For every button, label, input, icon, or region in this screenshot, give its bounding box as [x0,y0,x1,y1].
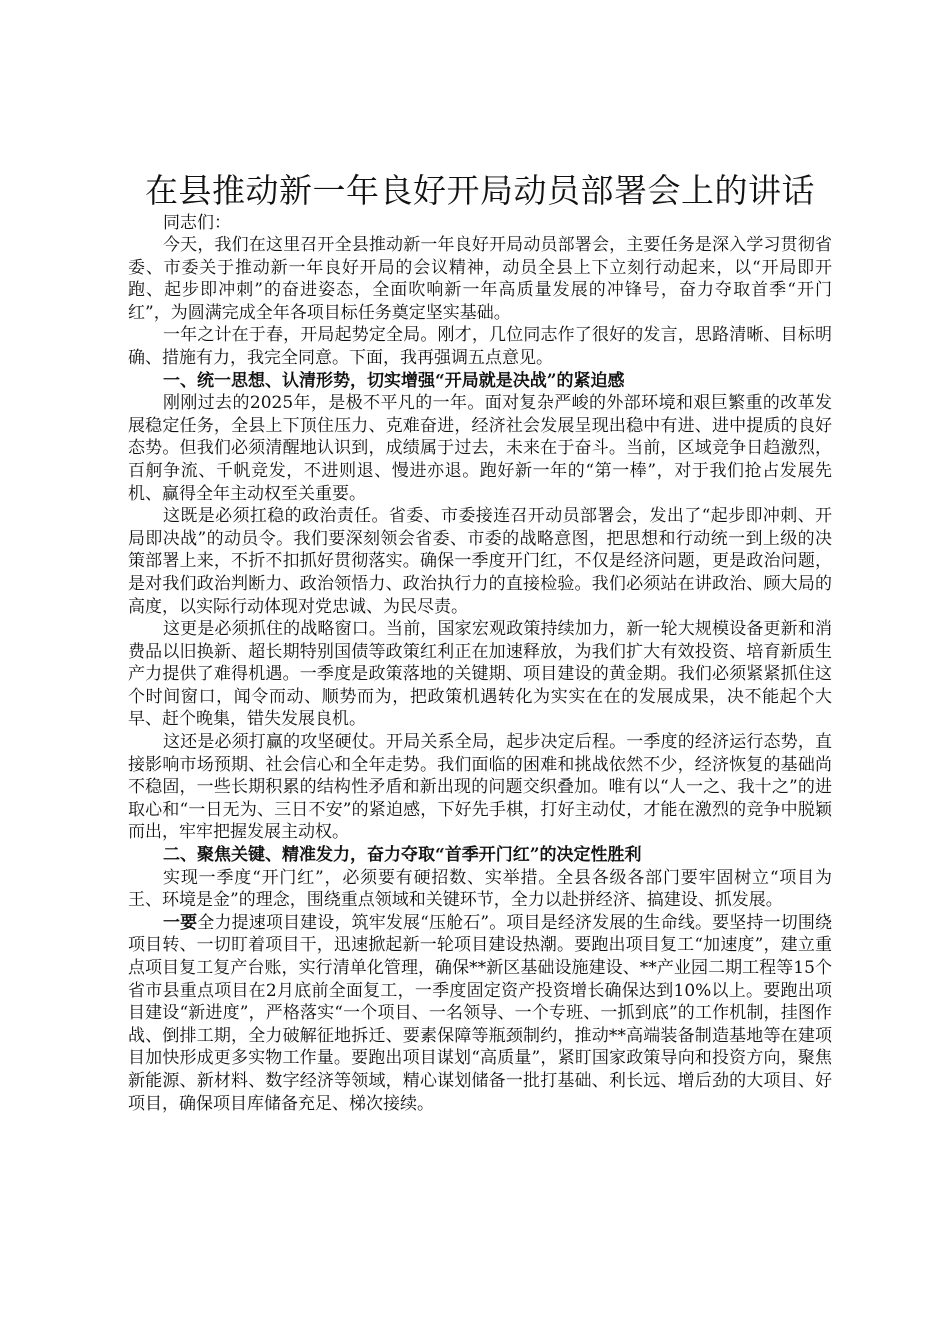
item-1-lead: 一要 [163,912,198,933]
section-2-heading: 二、聚焦关键、精准发力，奋力夺取“首季开门红”的决定性胜利 [163,845,642,866]
section-2-intro: 实现一季度“开门红”，必须要有硬招数、实举措。全县各级各部门要牢固树立“项目为王、环境是金”的理念，围绕重点领域和关键环节，全力以赴拼经济、搞建设、抓发展。 [128,867,832,911]
intro-paragraph-1: 今天，我们在这里召开全县推动新一年良好开局动员部署会，主要任务是深入学习贯彻省委、市委关于推动新一年良好开局的会议精神，动员全县上下立刻行动起来，以“开局即开跑、起步即冲刺”的奋进姿态，全面吹响新一年高质量发展的冲锋号，奋力夺取首季“开门红”，为圆满完成全年各项目标任务奠定坚实基础。 [128,235,832,323]
section-1-paragraph-4: 这还是必须打赢的攻坚硬仗。开局关系全局，起步决定后程。一季度的经济运行态势，直接影响市场预期、社会信心和全年走势。我们面临的困难和挑战依然不少，经济恢复的基础尚不稳固，一些长期积累的结构性矛盾和新出现的问题交织叠加。唯有以“人一之、我十之”的进取心和“一日无为、三日不安”的紧迫感，下好先手棋，打好主动仗，才能在激烈的竞争中脱颖而出，牢牢把握发展主动权。 [128,732,832,843]
document-title: 在县推动新一年良好开局动员部署会上的讲话 [145,171,815,210]
document-page [128,170,832,1115]
section-1-paragraph-2: 这既是必须扛稳的政治责任。省委、市委接连召开动员部署会，发出了“起步即冲刺、开局即决战”的动员令。我们要深刻领会省委、市委的战略意图，把思想和行动统一到上级的决策部署上来，不折不扣抓好贯彻落实。确保一季度开门红，不仅是经济问题，更是政治问题，是对我们政治判断力、政治领悟力、政治执行力的直接检验。我们必须站在讲政治、顾大局的高度，以实际行动体现对党忠诚、为民尽责。 [128,506,832,617]
intro-paragraph-2: 一年之计在于春，开局起势定全局。刚才，几位同志作了很好的发言，思路清晰、目标明确、措施有力，我完全同意。下面，我再强调五点意见。 [128,325,832,368]
section-2-item-1 [128,912,832,1115]
section-1-paragraph-1: 刚刚过去的2025年，是极不平凡的一年。面对复杂严峻的外部环境和艰巨繁重的改革发展稳定任务，全县上下顶住压力、克难奋进，经济社会发展呈现出稳中有进、进中提质的良好态势。但我们必须清醒地认识到，成绩属于过去，未来在于奋斗。当前，区域竞争日趋激烈，百舸争流、千帆竞发，不进则退、慢进亦退。跑好新一年的“第一棒”，对于我们抢占发展先机、赢得全年主动权至关重要。 [128,393,832,504]
item-1-text: 全力提速项目建设，筑牢发展“压舱石”。项目是经济发展的生命线。要坚持一切围绕项目转、一切盯着项目干，迅速掀起新一轮项目建设热潮。要跑出项目复工“加速度”，建立重点项目复工复产台账，实行清单化管理，确保**新区基础设施建设、**产业园二期工程等15个省市县重点项目在2月底前全面复工，一季度固定资产投资增长确保达到10%以上。要跑出项目建设“新进度”，严格落实“一个项目、一名领导、一个专班、一抓到底”的工作机制，挂图作战、倒排工期，全力破解征地拆迁、要素保障等瓶颈制约，推动**高端装备制造基地等在建项目加快形成更多实物工作量。要跑出项目谋划“高质量”，紧盯国家政策导向和投资方向，聚焦新能源、新材料、数字经济等领域，精心谋划储备一批打基础、利长远、增后劲的大项目、好项目，确保项目库储备充足、梯次接续。 [128,912,832,1114]
salutation: 同志们： [163,213,231,233]
section-1-paragraph-3: 这更是必须抓住的战略窗口。当前，国家宏观政策持续加力，新一轮大规模设备更新和消费品以旧换新、超长期特别国债等政策红利正在加速释放，为我们扩大有效投资、培育新质生产力提供了难得机遇。一季度是政策落地的关键期、项目建设的黄金期。我们必须紧紧抓住这个时间窗口，闻令而动、顺势而为，把政策机遇转化为实实在在的发展成果，决不能起个大早、赶个晚集，错失发展良机。 [128,619,832,730]
section-1-heading: 一、统一思想、认清形势，切实增强“开局就是决战”的紧迫感 [163,370,625,391]
